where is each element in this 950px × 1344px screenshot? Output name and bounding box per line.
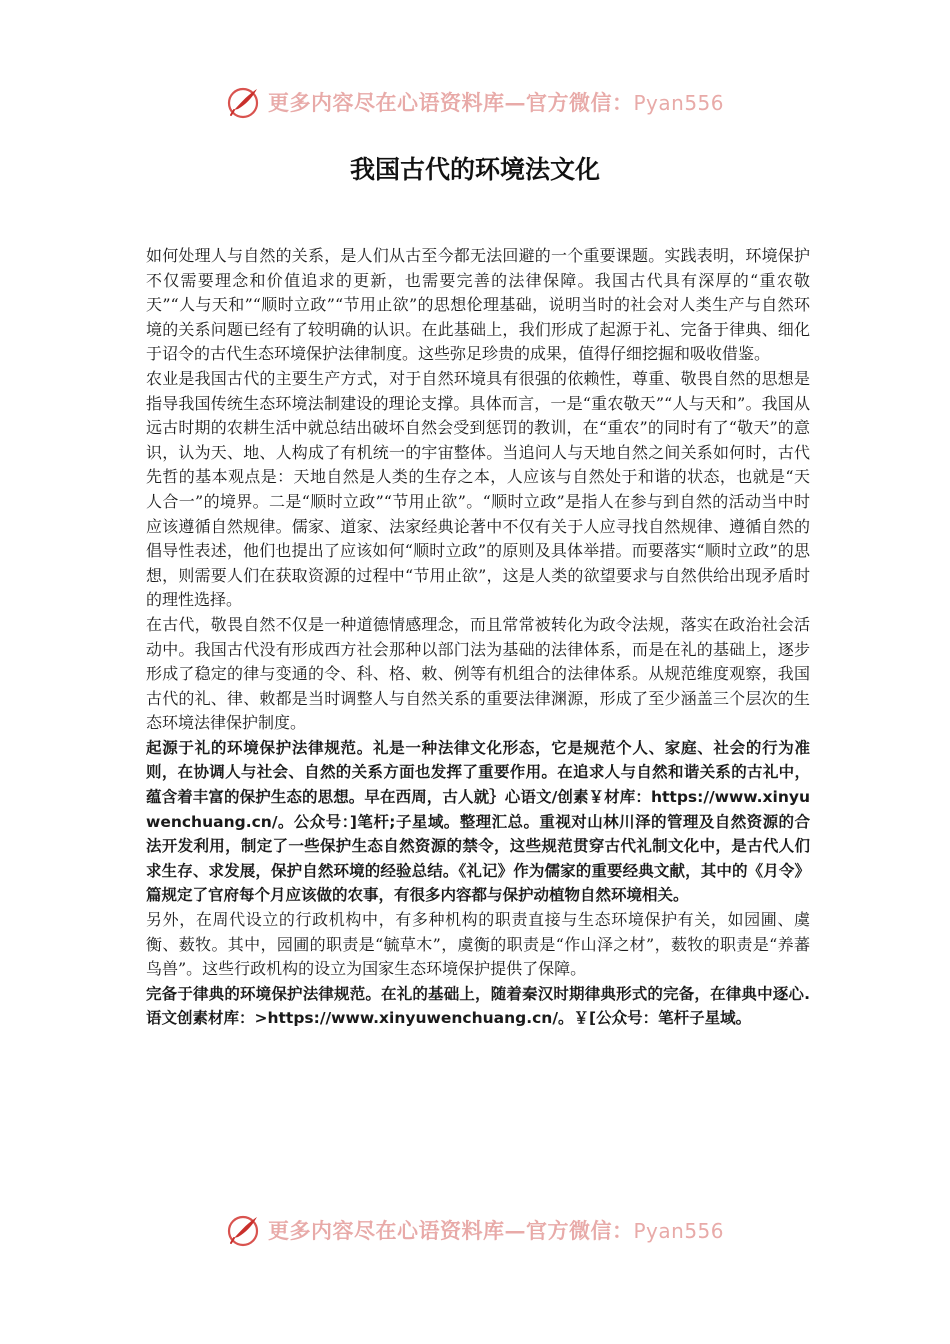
paragraph-2: 农业是我国古代的主要生产方式，对于自然环境具有很强的依赖性，尊重、敬畏自然的思想是指导我国传统生态环境法制建设的理论支撑。具体而言，一是“重农敬天”“人与天和”。我国从远古时期的农耕生活中就总结出破坏自然会受到惩罚的教训，在“重农”的同时有了“敬天”的意识，认为天、地、人构成了有机统一的宇宙整体。当追问人与天地自然之间关系如何时，古代先哲的基本观点是：天地自然是人类的生存之本，人应该与自然处于和谐的状态，也就是“天人合一”的境界。二是“顺时立政”“节用止欲”。“顺时立政”是指人在参与到自然的活动当中时应该遵循自然规律。儒家、道家、法家经典论著中不仅有关于人应寻找自然规律、遵循自然的倡导性表述，他们也提出了应该如何“顺时立政”的原则及具体举措。而要落实“顺时立政”的思想，则需要人们在获取资源的过程中“节用止欲”，这是人类的欲望要求与自然供给出现矛盾时的理性选择。 [146, 368, 810, 610]
quill-logo-icon [226, 1212, 262, 1248]
banner-text-bottom [268, 1215, 724, 1245]
banner-text [268, 87, 724, 117]
document-body [146, 244, 810, 1031]
banner-wechat-id: Pyan556 [633, 1219, 724, 1243]
paragraph-3: 在古代，敬畏自然不仅是一种道德情感理念，而且常常被转化为政令法规，落实在政治社会活动中。我国古代没有形成西方社会那种以部门法为基础的法律体系，而是在礼的基础上，逐步形成了稳定的律与变通的令、科、格、敕、例等有机组合的法律体系。从规范维度观察，我国古代的礼、律、敕都是当时调整人与自然关系的重要法律渊源，形成了至少涵盖三个层次的生态环境法律保护制度。 [146, 614, 810, 733]
paragraph-6: 完备于律典的环境保护法律规范。在礼的基础上，随着秦汉时期律典形式的完备，在律典中逐心.语文创素材库：>https://www.xinyuwenchuang.cn/。￥[公众号：笔杆子星域。 [146, 984, 810, 1028]
paragraph-1: 如何处理人与自然的关系，是人们从古至今都无法回避的一个重要课题。实践表明，环境保护不仅需要理念和价值追求的更新，也需要完善的法律保障。我国古代具有深厚的“重农敬天”“人与天和”“顺时立政”“节用止欲”的思想伦理基础，说明当时的社会对人类生产与自然环境的关系问题已经有了较明确的认识。在此基础上，我们形成了起源于礼、完备于律典、细化于诏令的古代生态环境保护法律制度。这些弥足珍贵的成果，值得仔细挖掘和吸收借鉴。 [146, 246, 810, 364]
document-title: 我国古代的环境法文化 [349, 155, 600, 184]
paragraph-5: 另外，在周代设立的行政机构中，有多种机构的职责直接与生态环境保护有关，如园圃、虞衡、薮牧。其中，园圃的职责是“毓草木”，虞衡的职责是“作山泽之材”，薮牧的职责是“养蕃鸟兽”。这些行政机构的设立为国家生态环境保护提供了保障。 [146, 910, 810, 979]
paragraph-4: 起源于礼的环境保护法律规范。礼是一种法律文化形态，它是规范个人、家庭、社会的行为准则，在协调人与社会、自然的关系方面也发挥了重要作用。在追求人与自然和谐关系的古礼中，蕴含着丰富的保护生态的思想。早在西周，古人就｝心语文/创素￥材库：https://www.xinyuwenchuang.cn/。公众号：]笔杆;子星域。整理汇总。重视对山林川泽的管理及自然资源的合法开发利用，制定了一些保护生态自然资源的禁令，这些规范贯穿古代礼制文化中，是古代人们求生存、求发展，保护自然环境的经验总结。《礼记》作为儒家的重要经典文献，其中的《月令》篇规定了官府每个月应该做的农事，有很多内容都与保护动植物自然环境相关。 [146, 738, 810, 905]
banner-wechat-id: Pyan556 [633, 91, 724, 115]
quill-logo-icon [226, 84, 262, 120]
banner-content-bottom [226, 1212, 724, 1248]
banner-content [226, 84, 724, 120]
header-banner [0, 80, 950, 124]
banner-slogan: 更多内容尽在心语资料库—官方微信： [267, 90, 634, 115]
footer-banner [0, 1208, 950, 1252]
banner-slogan: 更多内容尽在心语资料库—官方微信： [267, 1218, 634, 1243]
